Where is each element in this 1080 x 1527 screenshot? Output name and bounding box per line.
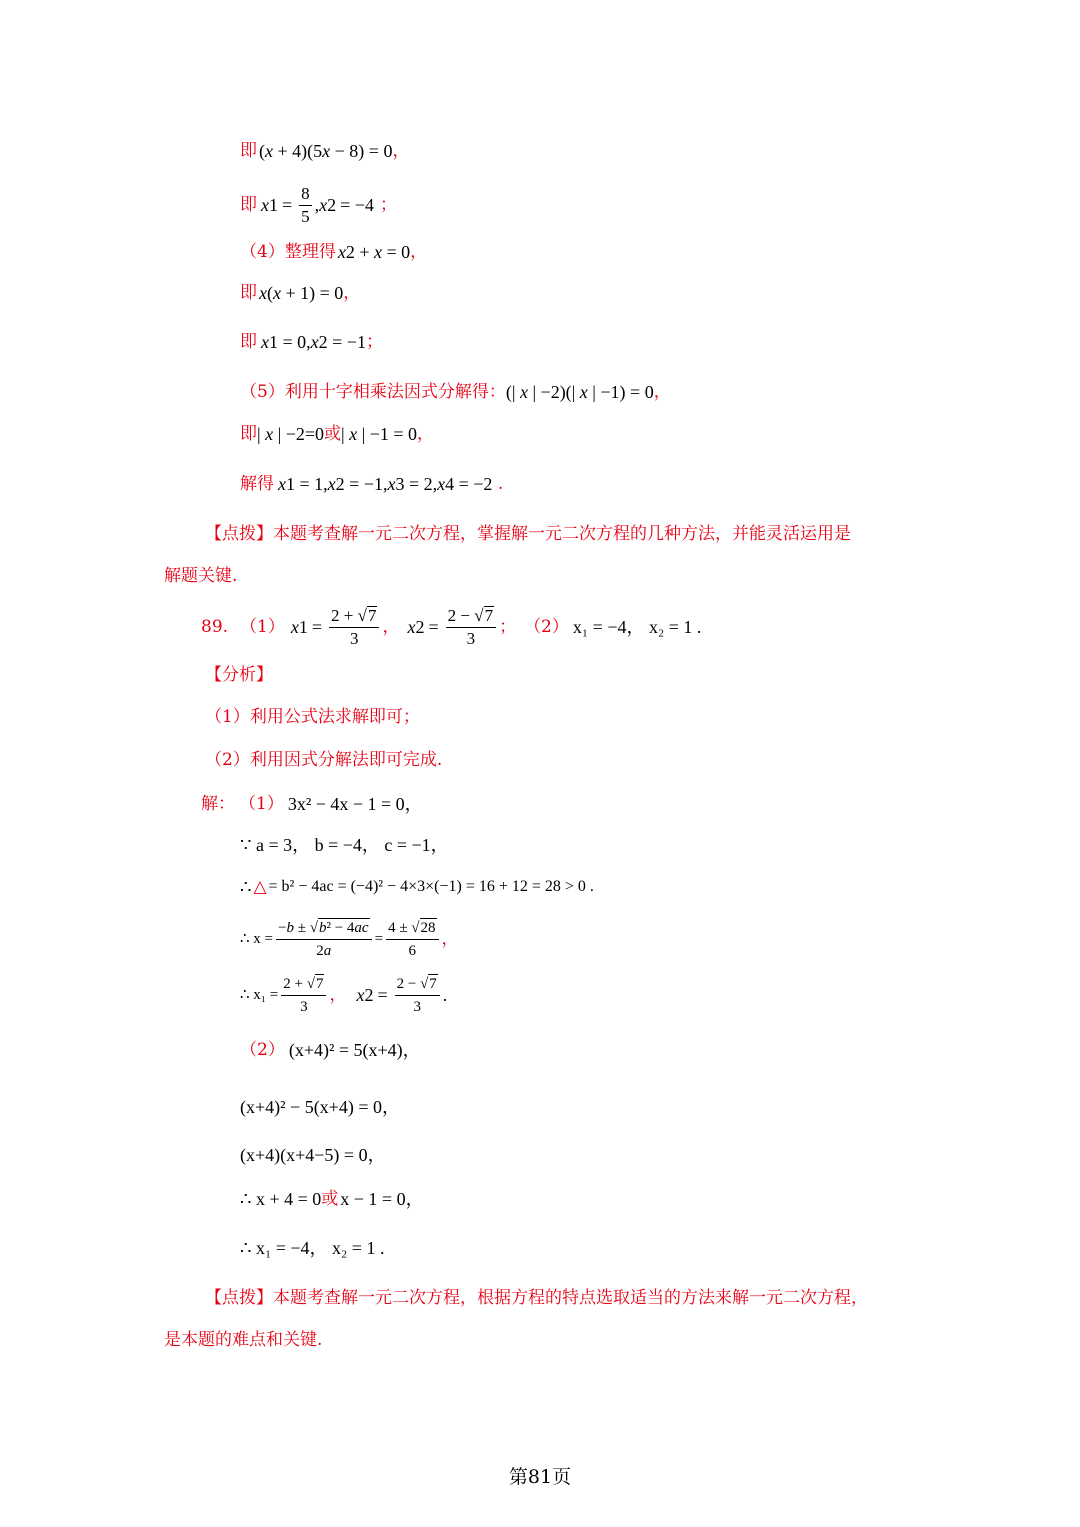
page-number: 第81页 (508, 1466, 572, 1488)
solution-line-3: ∴ △ = b² − 4ac = (−4)² − 4×3×(−1) = 16 + 12 = 28 > 0 . (240, 877, 594, 897)
line-8: 解得 x 1 = 1, x 2 = −1, x 3 = 2, x 4 = −2 . (240, 474, 504, 494)
tip-1-line-1: 【点拨】 本题考查解一元二次方程，掌握解一元二次方程的几种方法，并能灵活运用是 (205, 524, 851, 544)
line-3: （4）整理得 x 2 + x = 0 ， (240, 242, 428, 262)
analysis-item-1: （1）利用公式法求解即可； (205, 707, 420, 727)
solution-line-4: ∴ x = −b ± √ b² − 4ac 2a = 4 ± √ 28 6 ， (240, 919, 459, 959)
solution-line-7: (x+4)² − 5(x+4) = 0， (240, 1097, 400, 1117)
line-6: （5）利用十字相乘法因式分解得： (| x | −2)(| x | −1) = 0 ， (240, 382, 671, 402)
solution-line-2: ∵ a = 3， b = −4， c = −1， (240, 835, 449, 855)
tip-2-line-1: 【点拨】 本题考查解一元二次方程，根据方程的特点选取适当的方法来解一元二次方程， (205, 1288, 868, 1308)
analysis-item-2: （2）利用因式分解法即可完成. (205, 750, 443, 770)
line-7: 即 | x | −2=0 或 | x | −1 = 0 ， (240, 424, 435, 444)
line-4: 即 x(x + 1) = 0 ， (240, 283, 361, 303)
line-5: 即 x 1 = 0, x 2 = −1 ； (240, 332, 383, 352)
tip-2-line-2: 是本题的难点和关键. (164, 1330, 323, 1350)
line-2: 即 x 1 = $\frac{8}{5}$ , x 2 = −4 ； (240, 183, 397, 226)
solution-line-10: ∴ x₁ = −4， x₂ = 1 . (240, 1238, 385, 1258)
problem-89-answers: 89. （1） x 1 = 2 + √ 7 3 ， x 2 = 2 − √ 7 3 ； （2） x₁ = −4， x₂ = 1 . (201, 605, 702, 648)
solution-line-8: (x+4)(x+4−5) = 0， (240, 1145, 386, 1165)
line-1: 即 (x + 4)(5x − 8) = 0 ， (240, 141, 410, 161)
solution-line-5: ∴ x₁ = 2 + √ 7 3 ， x 2 = 2 − √ 7 3 . (240, 975, 448, 1015)
solution-line-6: （2） (x+4)² = 5(x+4)， (240, 1040, 421, 1060)
tip-1-line-2: 解题关键. (164, 566, 238, 586)
analysis-label: 【分析】 (205, 665, 273, 685)
solution-line-9: ∴ x + 4 = 0 或 x − 1 = 0， (240, 1189, 424, 1209)
solution-line-1: 解： （1） 3x² − 4x − 1 = 0， (201, 794, 423, 814)
